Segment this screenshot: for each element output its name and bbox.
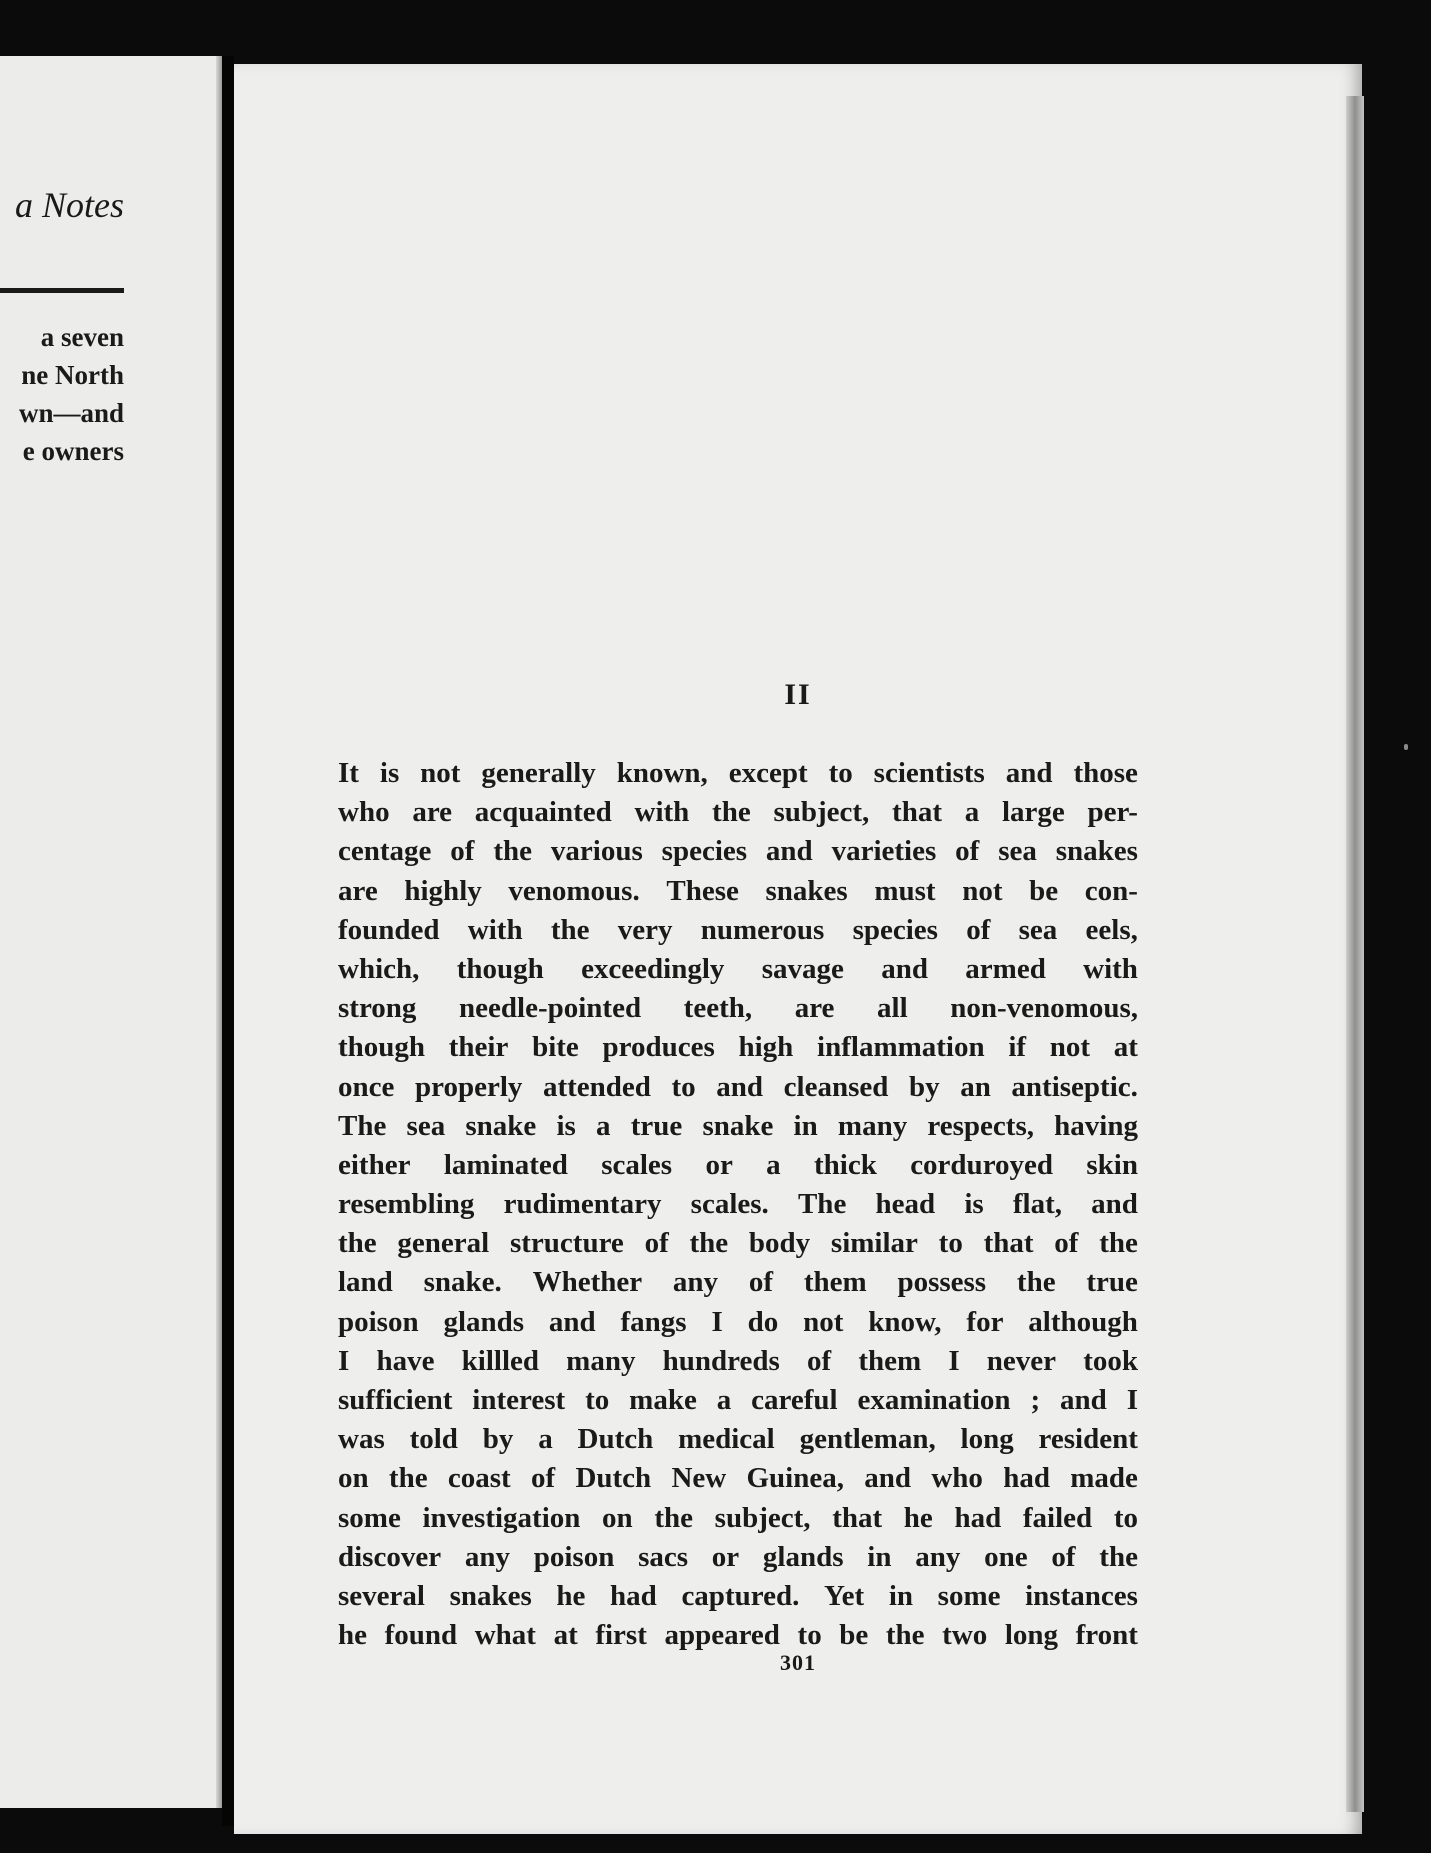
word: per-	[1087, 796, 1138, 829]
word: the	[1099, 1227, 1138, 1260]
word: needle-pointed	[459, 992, 642, 1025]
word: what	[474, 1619, 536, 1652]
header-rule	[0, 288, 124, 293]
word: long	[1004, 1619, 1059, 1652]
word: of	[748, 1266, 774, 1299]
word: the	[654, 1501, 694, 1534]
word: their	[448, 1031, 509, 1064]
word: Dutch	[575, 1462, 652, 1495]
word: corduroyed	[910, 1148, 1054, 1181]
word: to	[585, 1384, 610, 1416]
word: for	[966, 1305, 1004, 1338]
word: examination	[857, 1384, 1011, 1416]
text-line	[338, 1381, 1138, 1420]
left-running-header-wrap	[0, 184, 124, 226]
word: some	[937, 1579, 1001, 1612]
text-line	[338, 1342, 1138, 1381]
word: strong	[338, 992, 417, 1025]
word: fangs	[620, 1305, 687, 1338]
word: head	[875, 1188, 936, 1221]
word: scales	[601, 1148, 673, 1181]
word: land	[338, 1266, 393, 1299]
word: and	[716, 1070, 764, 1103]
word: sea	[1018, 913, 1058, 946]
word: snakes	[1055, 835, 1138, 868]
word: careful	[751, 1384, 838, 1416]
word: any	[672, 1266, 719, 1299]
word: found	[384, 1619, 458, 1652]
text-line	[338, 1577, 1138, 1616]
word: or	[711, 1540, 740, 1573]
word: not	[962, 874, 1003, 907]
word: a	[766, 1148, 781, 1181]
word: various	[550, 835, 643, 868]
word: was	[338, 1423, 385, 1456]
word: a	[716, 1384, 732, 1416]
word: to	[1113, 1501, 1138, 1534]
text-line	[338, 1107, 1138, 1146]
word: sacs	[638, 1540, 689, 1573]
word: of	[1054, 1227, 1079, 1260]
word: varieties	[831, 835, 937, 868]
word: instances	[1025, 1579, 1138, 1612]
word: The	[797, 1188, 847, 1221]
word: large	[1001, 796, 1065, 829]
word: subject,	[773, 796, 870, 829]
word: that	[983, 1227, 1034, 1260]
word: be	[1029, 874, 1059, 907]
word: or	[705, 1148, 733, 1181]
word: I	[948, 1344, 960, 1377]
word: eels,	[1085, 913, 1138, 946]
word: he	[338, 1619, 367, 1652]
word: savage	[761, 952, 844, 985]
word: any	[464, 1540, 510, 1573]
word: them	[803, 1266, 867, 1299]
word: never	[986, 1344, 1057, 1377]
word: to	[671, 1070, 696, 1103]
word: are	[412, 796, 453, 829]
right-page	[234, 64, 1362, 1834]
word: true	[1086, 1266, 1138, 1299]
word: a	[538, 1423, 553, 1456]
word: having	[1054, 1109, 1138, 1142]
word: of	[450, 835, 475, 868]
left-text-line: wn—and	[18, 398, 124, 428]
word: skin	[1086, 1148, 1138, 1181]
word: all	[877, 992, 908, 1025]
word: I	[711, 1305, 723, 1338]
word: resembling	[338, 1188, 475, 1221]
word: and	[1005, 757, 1053, 789]
word: very	[617, 913, 673, 946]
word: highly	[404, 874, 482, 907]
word: not	[803, 1305, 844, 1338]
word: snakes	[449, 1579, 532, 1612]
word: inflammation	[817, 1031, 985, 1064]
word: which,	[338, 952, 420, 985]
word: coast	[447, 1462, 511, 1495]
word: do	[747, 1305, 779, 1338]
word: two	[942, 1619, 988, 1652]
word: those	[1073, 757, 1138, 789]
word: flat,	[1012, 1188, 1062, 1221]
text-line	[338, 832, 1138, 871]
word: the	[885, 1619, 925, 1652]
text-line	[338, 1068, 1138, 1107]
word: to	[828, 757, 853, 789]
word: glands	[443, 1305, 525, 1338]
word: he	[903, 1501, 933, 1534]
word: if	[1008, 1031, 1027, 1064]
word: on	[602, 1501, 633, 1534]
word: snakes	[765, 874, 848, 907]
word: cleansed	[783, 1070, 889, 1103]
word: is	[379, 757, 400, 789]
text-line	[338, 1185, 1138, 1224]
word: species	[852, 913, 938, 946]
word: the	[689, 1227, 729, 1260]
word: scales.	[690, 1188, 769, 1221]
word: high	[738, 1031, 794, 1064]
word: laminated	[443, 1148, 568, 1181]
word: similar	[830, 1227, 918, 1260]
word: venomous.	[508, 874, 640, 907]
word: exceedingly	[581, 952, 725, 985]
word: hundreds	[662, 1344, 780, 1377]
word: antiseptic.	[1011, 1070, 1138, 1103]
text-line	[338, 1263, 1138, 1302]
word: bite	[532, 1031, 579, 1064]
word: who	[931, 1462, 983, 1495]
word: Whether	[532, 1266, 643, 1299]
word: discover	[338, 1540, 442, 1573]
word: first	[595, 1619, 647, 1652]
text-line	[338, 1499, 1138, 1538]
word: structure	[509, 1227, 624, 1260]
chapter-number: II	[784, 678, 812, 711]
word: New	[671, 1462, 727, 1495]
text-line	[338, 872, 1138, 911]
word: captured.	[681, 1579, 800, 1612]
word: killled	[461, 1344, 539, 1377]
word: the	[1016, 1266, 1056, 1299]
word: told	[409, 1423, 458, 1456]
word: an	[960, 1070, 991, 1103]
word: either	[338, 1148, 411, 1181]
text-line	[338, 1459, 1138, 1498]
word: once	[338, 1070, 395, 1103]
word: and	[864, 1462, 912, 1495]
word: any	[915, 1540, 961, 1573]
word: not	[1049, 1031, 1091, 1064]
word: and	[1060, 1384, 1107, 1416]
word: acquainted	[474, 796, 612, 829]
word: with	[634, 796, 690, 829]
text-line	[338, 754, 1138, 793]
word: true	[630, 1109, 683, 1142]
word: of	[644, 1227, 669, 1260]
word: gentleman,	[799, 1423, 936, 1456]
word: by	[908, 1070, 940, 1103]
word: know,	[868, 1305, 942, 1338]
word: of	[966, 913, 991, 946]
word: not	[420, 757, 461, 789]
word: to	[938, 1227, 963, 1260]
word: are	[338, 874, 378, 907]
word: the	[338, 1227, 377, 1260]
word: poison	[338, 1305, 419, 1338]
word: I	[338, 1344, 350, 1377]
word: that	[832, 1501, 883, 1534]
word: the	[1099, 1540, 1138, 1573]
word: rudimentary	[503, 1188, 662, 1221]
word: a	[596, 1109, 611, 1142]
word: them	[858, 1344, 922, 1377]
text-line	[338, 950, 1138, 989]
word: sufficient	[338, 1384, 453, 1416]
book-spine	[222, 56, 234, 1826]
word: attended	[542, 1070, 651, 1103]
word: centage	[338, 835, 432, 868]
word: be	[839, 1619, 869, 1652]
word: except	[728, 757, 808, 789]
word: are	[794, 992, 835, 1025]
word: teeth,	[683, 992, 753, 1025]
word: and	[548, 1305, 596, 1338]
word: Dutch	[577, 1423, 654, 1456]
word: interest	[472, 1384, 566, 1416]
word: in	[867, 1540, 892, 1573]
word: the	[550, 913, 590, 946]
word: of	[530, 1462, 556, 1495]
word: resident	[1038, 1423, 1138, 1456]
word: made	[1070, 1462, 1138, 1495]
word: the	[388, 1462, 428, 1495]
word: general	[397, 1227, 490, 1260]
word: with	[1083, 952, 1138, 985]
scan-speck	[1404, 744, 1408, 750]
text-line	[338, 1538, 1138, 1577]
word: long	[960, 1423, 1014, 1456]
word: of	[1051, 1540, 1076, 1573]
word: sea	[998, 835, 1037, 868]
word: appeared	[664, 1619, 780, 1652]
text-line	[338, 1224, 1138, 1263]
text-line	[338, 1146, 1138, 1185]
word: Guinea,	[746, 1462, 844, 1495]
word: produces	[602, 1031, 715, 1064]
word: body	[748, 1227, 811, 1260]
word: one	[984, 1540, 1028, 1573]
word: had	[954, 1501, 1002, 1534]
word: who	[338, 796, 390, 829]
word: snake	[702, 1109, 774, 1142]
word: front	[1075, 1619, 1138, 1652]
word: although	[1028, 1305, 1138, 1338]
word: scientists	[873, 757, 985, 789]
word: subject,	[714, 1501, 811, 1534]
page-number: 301	[780, 1650, 816, 1675]
word: generally	[481, 757, 596, 789]
word: at	[1113, 1031, 1138, 1064]
text-line	[338, 1303, 1138, 1342]
word: at	[553, 1619, 578, 1652]
word: with	[467, 913, 523, 946]
word: snake.	[423, 1266, 502, 1299]
word: failed	[1022, 1501, 1093, 1534]
word: properly	[414, 1070, 523, 1103]
word: that	[892, 796, 942, 829]
text-line	[338, 1420, 1138, 1459]
word: many	[837, 1109, 908, 1142]
word: to	[797, 1619, 822, 1652]
word: have	[376, 1344, 435, 1377]
word: had	[1003, 1462, 1050, 1495]
word: Yet	[823, 1579, 865, 1612]
word: thick	[814, 1148, 877, 1181]
left-text-block	[0, 318, 124, 470]
word: and	[881, 952, 928, 985]
word: known,	[616, 757, 708, 789]
word: possess	[897, 1266, 987, 1299]
word: he	[556, 1579, 586, 1612]
word: make	[629, 1384, 697, 1416]
left-page	[0, 56, 222, 1808]
word: species	[661, 835, 748, 868]
word: medical	[678, 1423, 775, 1456]
word: must	[874, 874, 936, 907]
word: sea	[406, 1109, 446, 1142]
word: took	[1083, 1344, 1138, 1377]
word: and	[1091, 1188, 1138, 1221]
word: of	[955, 835, 980, 868]
word: con-	[1084, 874, 1138, 907]
word: the	[493, 835, 533, 868]
word: glands	[762, 1540, 844, 1573]
word: and	[765, 835, 813, 868]
left-text-line: a seven	[40, 322, 124, 352]
word: It	[338, 757, 359, 789]
word: several	[338, 1579, 425, 1612]
word: is	[556, 1109, 576, 1142]
word: in	[888, 1579, 914, 1612]
right-page-edge	[1346, 96, 1364, 1812]
word: of	[806, 1344, 832, 1377]
left-running-header: a Notes	[14, 185, 124, 225]
left-text-line: ne North	[21, 360, 124, 390]
text-line	[338, 911, 1138, 950]
word: though	[456, 952, 544, 985]
word: on	[338, 1462, 369, 1495]
word: though	[338, 1031, 426, 1064]
word: in	[793, 1109, 818, 1142]
word: numerous	[700, 913, 825, 946]
word: by	[482, 1423, 514, 1456]
word: armed	[965, 952, 1046, 985]
word: poison	[533, 1540, 615, 1573]
text-line	[338, 989, 1138, 1028]
body-text	[338, 754, 1138, 1655]
text-line	[338, 793, 1138, 832]
word: respects,	[927, 1109, 1034, 1142]
text-line	[338, 1028, 1138, 1067]
word: non-venomous,	[950, 992, 1138, 1025]
left-text-line: e owners	[22, 436, 124, 466]
word: is	[964, 1188, 984, 1221]
word: snake	[465, 1109, 537, 1142]
word: I	[1126, 1384, 1138, 1416]
word: These	[666, 874, 739, 907]
word: many	[566, 1344, 636, 1377]
word: a	[964, 796, 980, 829]
word: some	[338, 1501, 401, 1534]
word: investigation	[422, 1501, 581, 1534]
word: the	[712, 796, 751, 829]
word: had	[610, 1579, 657, 1612]
word: The	[338, 1109, 387, 1142]
word: founded	[338, 913, 440, 946]
word: ;	[1030, 1384, 1041, 1416]
